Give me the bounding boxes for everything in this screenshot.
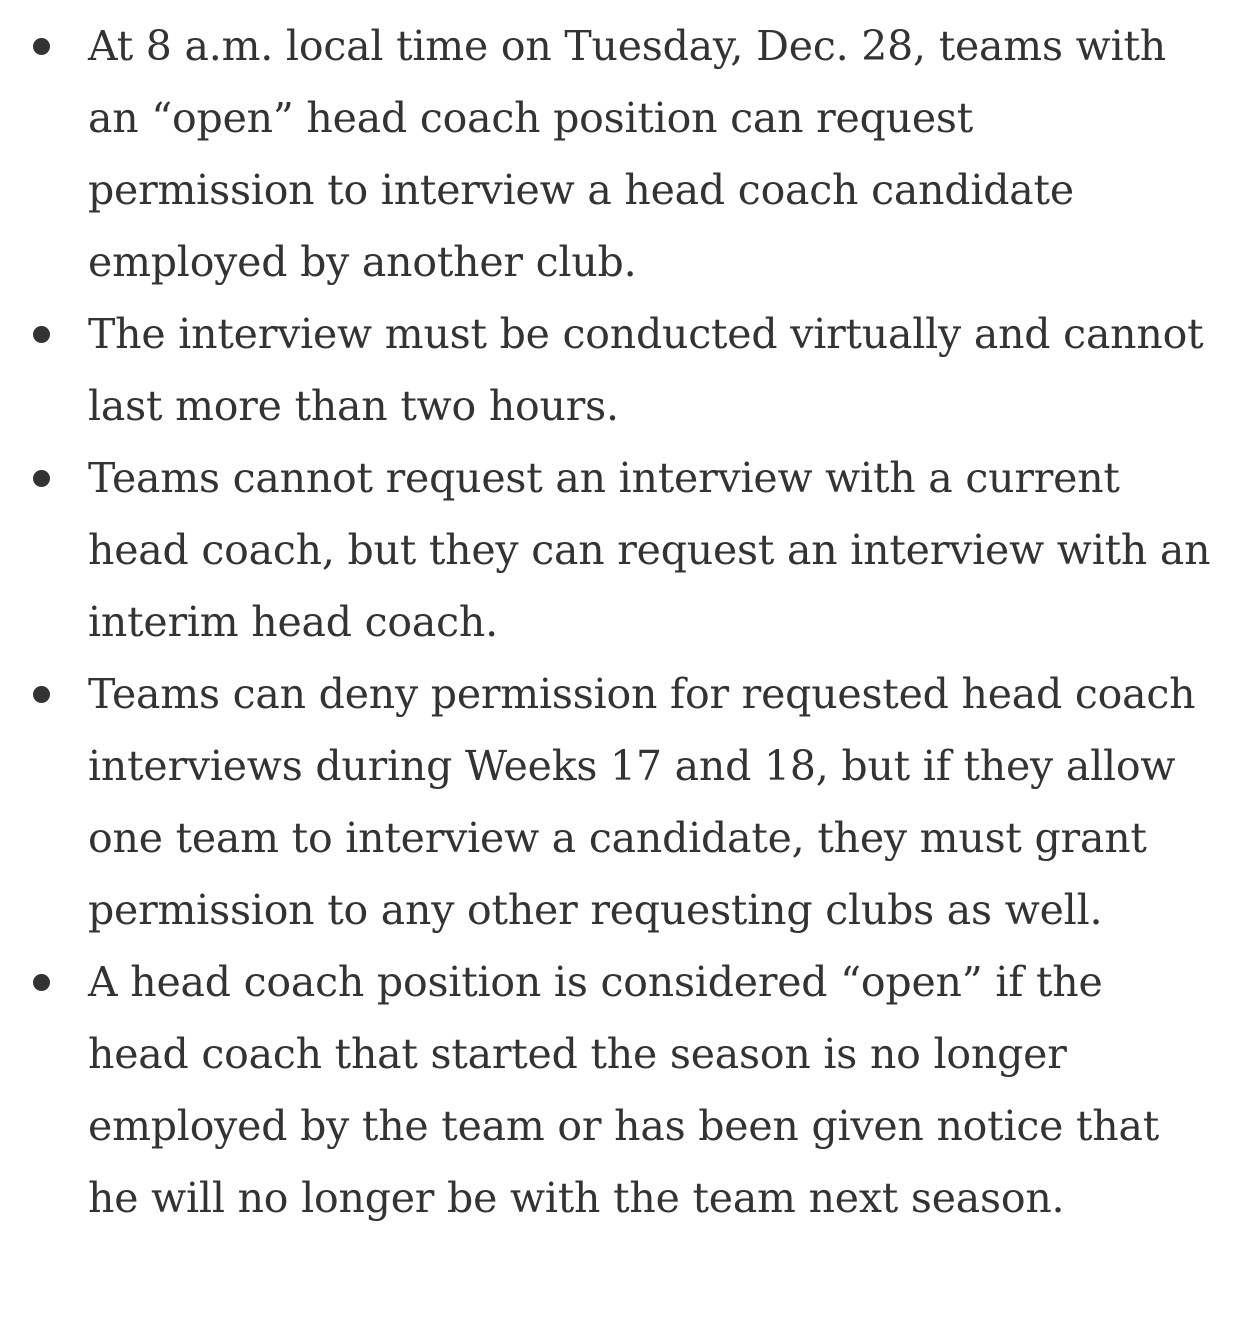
list-item-text: Teams can deny permission for requested head coach interviews during Weeks 17 and 18, but if they allow one team to interview a candidate, they must grant permission to any other requesting clubs as well. (88, 670, 1196, 934)
list-item (0, 946, 1212, 1234)
bullet-icon (33, 326, 50, 343)
list-item-text: A head coach position is considered “open” if the head coach that started the season is no longer employed by the team or has been given notice that he will no longer be with the team next season. (88, 958, 1160, 1222)
list-item-text: The interview must be conducted virtually and cannot last more than two hours. (88, 310, 1204, 430)
bullet-icon (33, 686, 50, 703)
list-item (0, 10, 1212, 298)
bullet-icon (33, 974, 50, 991)
list-item (0, 442, 1212, 658)
list-item (0, 298, 1212, 442)
list-item-text: Teams cannot request an interview with a current head coach, but they can request an interview with an interim head coach. (88, 454, 1211, 646)
bullet-icon (33, 38, 50, 55)
bullet-list (0, 10, 1212, 1234)
article-body (0, 10, 1242, 1234)
bullet-icon (33, 470, 50, 487)
list-item (0, 658, 1212, 946)
list-item-text: At 8 a.m. local time on Tuesday, Dec. 28, teams with an “open” head coach position can request permission to interview a head coach candidate employed by another club. (88, 22, 1166, 286)
